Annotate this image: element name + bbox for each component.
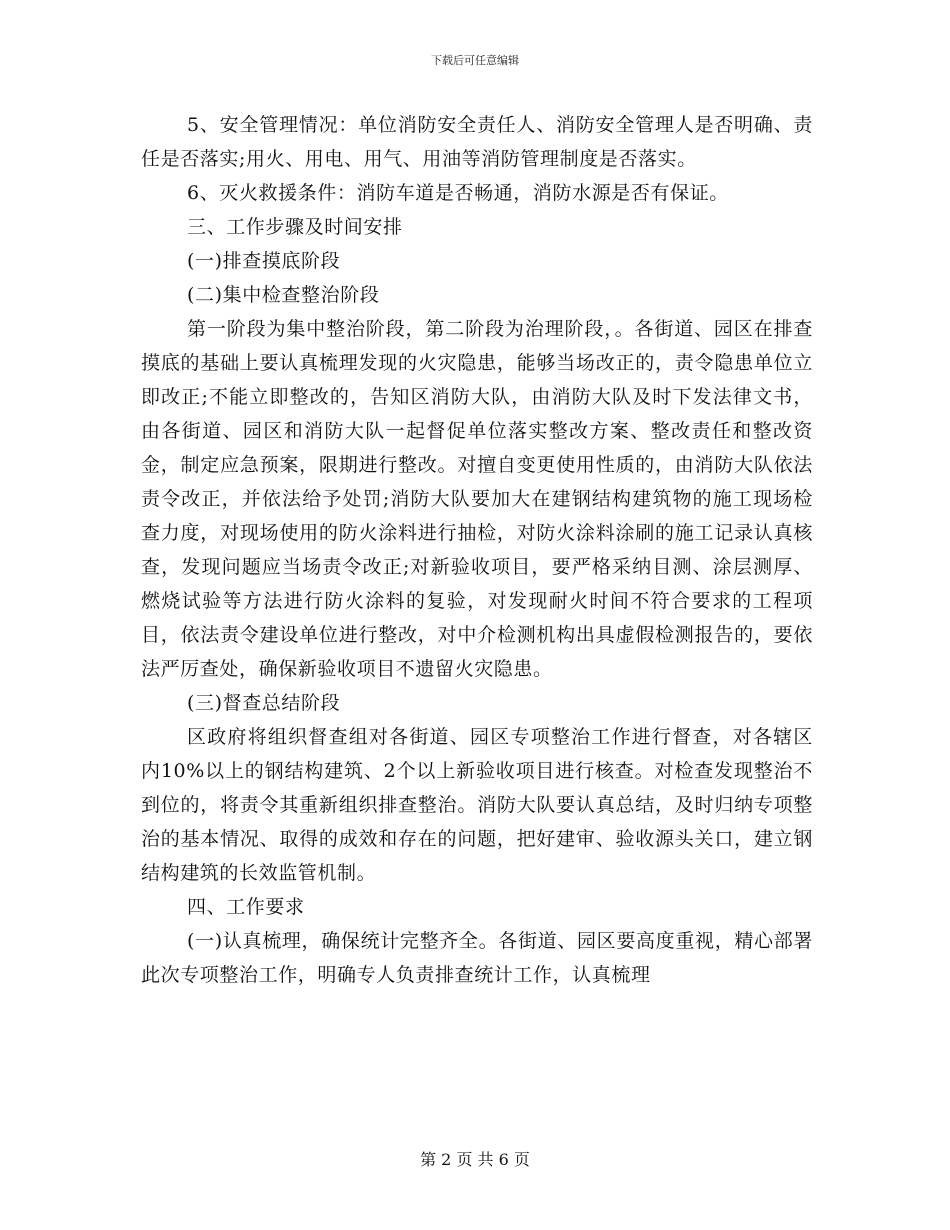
document-body bbox=[141, 108, 813, 992]
paragraph-requirement-one: (一)认真梳理，确保统计完整齐全。各街道、园区要高度重视，精心部署此次专项整治工作，明确专人负责排查统计工作，认真梳理 bbox=[141, 930, 813, 986]
section-heading-steps: 三、工作步骤及时间安排 bbox=[187, 216, 403, 238]
section-heading-requirements: 四、工作要求 bbox=[187, 896, 305, 918]
page-header: 下载后可任意编辑 bbox=[431, 54, 519, 67]
subheading-supervision-stage: (三)督查总结阶段 bbox=[187, 692, 341, 714]
subheading-survey-stage: (一)排查摸底阶段 bbox=[187, 250, 341, 272]
paragraph-supervision-details: 区政府将组织督查组对各街道、园区专项整治工作进行督查，对各辖区内10%以上的钢结构建筑、2个以上新验收项目进行核查。对检查发现整治不到位的，将责令其重新组织排查整治。消防大队要认真总结，及时归纳专项整治的基本情况、取得的成效和存在的问题，把好建审、验收源头关口，建立钢结构建筑的长效监管机制。 bbox=[141, 726, 813, 884]
paragraph-safety-management: 5、安全管理情况：单位消防安全责任人、消防安全管理人是否明确、责任是否落实;用火、用电、用气、用油等消防管理制度是否落实。 bbox=[141, 114, 813, 170]
subheading-inspection-stage: (二)集中检查整治阶段 bbox=[187, 284, 380, 306]
page-footer: 第 2 页 共 6 页 bbox=[420, 1150, 530, 1169]
paragraph-inspection-details: 第一阶段为集中整治阶段，第二阶段为治理阶段，。各街道、园区在排查摸底的基础上要认真梳理发现的火灾隐患，能够当场改正的，责令隐患单位立即改正;不能立即整改的，告知区消防大队，由消防大队及时下发法律文书，由各街道、园区和消防大队一起督促单位落实整改方案、整改责任和整改资金，制定应急预案，限期进行整改。对擅自变更使用性质的，由消防大队依法责令改正，并依法给予处罚;消防大队要加大在建钢结构建筑物的施工现场检查力度，对现场使用的防火涂料进行抽检，对防火涂料涂刷的施工记录认真核查，发现问题应当场责令改正;对新验收项目，要严格采纳目测、涂层测厚、燃烧试验等方法进行防火涂料的复验，对发现耐火时间不符合要求的工程项目，依法责令建设单位进行整改，对中介检测机构出具虚假检测报告的，要依法严厉查处，确保新验收项目不遗留火灾隐患。 bbox=[141, 318, 813, 680]
paragraph-rescue-conditions: 6、灭火救援条件：消防车道是否畅通，消防水源是否有保证。 bbox=[187, 182, 729, 204]
